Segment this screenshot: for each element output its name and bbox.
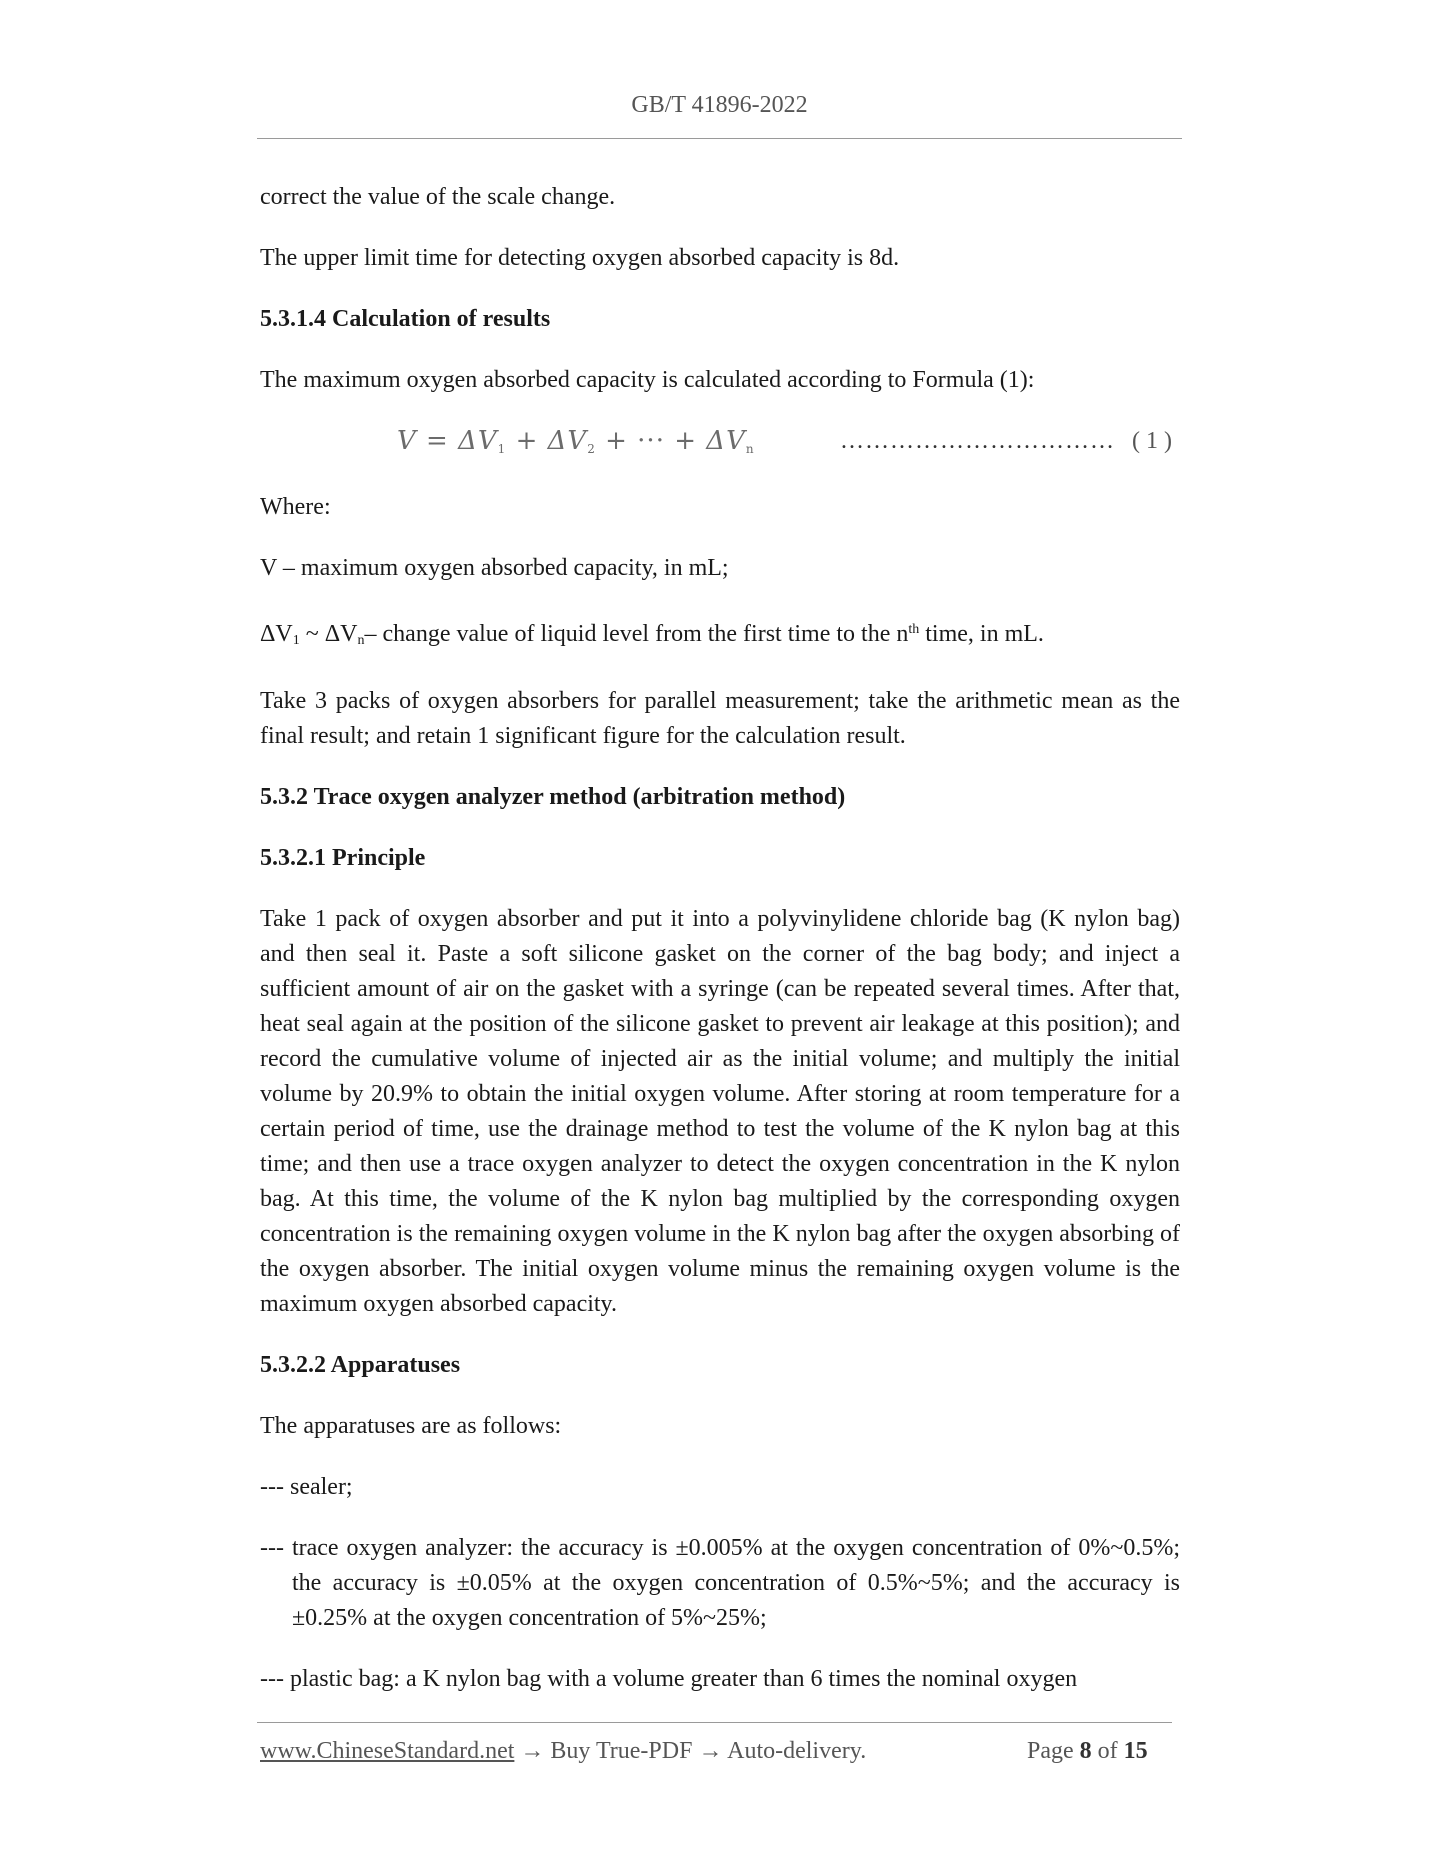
dv-b: ΔV: [324, 621, 358, 647]
paragraph-principle: Take 1 pack of oxygen absorber and put it into a polyvinylidene chloride bag (K nylon bag) and then seal it. Paste a soft silicone gasket on the corner of the bag body; and inject a sufficient amount of air on the gasket with a syringe (can be repeated several times. After that, heat seal again at the position of the silicone gasket to prevent air leakage at this position); and record the cumulative volume of injected air as the initial volume; and multiply the initial volume by 20.9% to obtain the initial oxygen volume. After storing at room temperature for a certain period of time, use the drainage method to test the volume of the K nylon bag at this time; and then use a trace oxygen analyzer to detect the oxygen concentration in the K nylon bag. At this time, the volume of the K nylon bag multiplied by the corresponding oxygen concentration is the remaining oxygen volume in the K nylon bag after the oxygen absorbing of the oxygen absorber. The initial oxygen volume minus the remaining oxygen volume is the maximum oxygen absorbed capacity.: [260, 906, 1180, 1317]
definition-v: V – maximum oxygen absorbed capacity, in mL;: [260, 555, 729, 581]
heading-5-3-1-4: 5.3.1.4 Calculation of results: [260, 306, 551, 332]
header-divider: [257, 138, 1182, 139]
formula-equals: =: [416, 426, 459, 456]
where-label: Where:: [260, 494, 331, 520]
paragraph-upper-limit: The upper limit time for detecting oxygen absorbed capacity is 8d.: [260, 245, 900, 271]
page-of: of: [1091, 1738, 1124, 1764]
paragraph-scale-change: correct the value of the scale change.: [260, 184, 616, 210]
paragraph-formula-intro: The maximum oxygen absorbed capacity is calculated according to Formula (1):: [260, 367, 1035, 393]
list-item-trace-oxygen-analyzer: --- trace oxygen analyzer: the accuracy is ±0.005% at the oxygen concentration of 0%~0.5%; the accuracy is ±0.05% at the oxygen concentration of 0.5%~5%; and the accuracy is ±0.25% at the oxygen concentration of 5%~25%;: [260, 1535, 1180, 1631]
formula-expression: [397, 424, 755, 467]
dv-a-sub: 1: [292, 633, 300, 648]
formula-plus-2: +: [595, 426, 638, 456]
dv-b-sub: n: [357, 633, 365, 648]
page-content: [260, 180, 1180, 1697]
page-counter: [1027, 1738, 1148, 1765]
heading-5-3-2: 5.3.2 Trace oxygen analyzer method (arbitration method): [260, 784, 846, 810]
document-id-header: GB/T 41896-2022: [631, 92, 808, 118]
footer-promo-text: → Buy True-PDF → Auto-delivery.: [514, 1738, 867, 1764]
page-total: 15: [1123, 1738, 1148, 1764]
formula-sub-1: 1: [497, 442, 507, 456]
formula-dvn: ΔV: [706, 426, 746, 456]
page-number: 8: [1079, 1738, 1092, 1764]
definition-delta-v: [260, 612, 1180, 658]
formula-v: V: [397, 426, 417, 456]
heading-5-3-2-2: 5.3.2.2 Apparatuses: [260, 1352, 461, 1378]
formula-1: [260, 420, 1180, 466]
formula-sub-n: n: [745, 442, 755, 456]
dv-text1: – change value of liquid level from the first time to the n: [364, 621, 909, 647]
formula-leader-dots: ……………………………: [840, 428, 1115, 454]
footer-promo: [260, 1738, 866, 1765]
paragraph-apparatuses-intro: The apparatuses are as follows:: [260, 1413, 562, 1439]
dv-tilde: ~: [299, 621, 325, 647]
list-item-plastic-bag: --- plastic bag: a K nylon bag with a volume greater than 6 times the nominal oxygen: [260, 1666, 1078, 1692]
paragraph-parallel-measurement: Take 3 packs of oxygen absorbers for parallel measurement; take the arithmetic mean as the final result; and retain 1 significant figure for the calculation result.: [260, 688, 1180, 749]
dv-text2: time, in mL.: [919, 621, 1044, 647]
formula-number: ( 1 ): [1132, 428, 1172, 454]
formula-plus-1: +: [506, 426, 548, 456]
dv-sup-th: th: [908, 622, 920, 637]
formula-dv2: ΔV: [547, 426, 588, 456]
formula-sub-2: 2: [587, 442, 596, 456]
dv-a: ΔV: [260, 621, 293, 647]
formula-plus-3: +: [664, 426, 707, 456]
formula-dv1: ΔV: [458, 426, 498, 456]
footer-divider: [257, 1722, 1172, 1723]
formula-ellipsis: ···: [637, 426, 665, 456]
list-item-sealer: --- sealer;: [260, 1474, 353, 1500]
heading-5-3-2-1: 5.3.2.1 Principle: [260, 845, 426, 871]
page-label: Page: [1027, 1738, 1080, 1764]
site-link[interactable]: www.ChineseStandard.net: [260, 1738, 515, 1764]
